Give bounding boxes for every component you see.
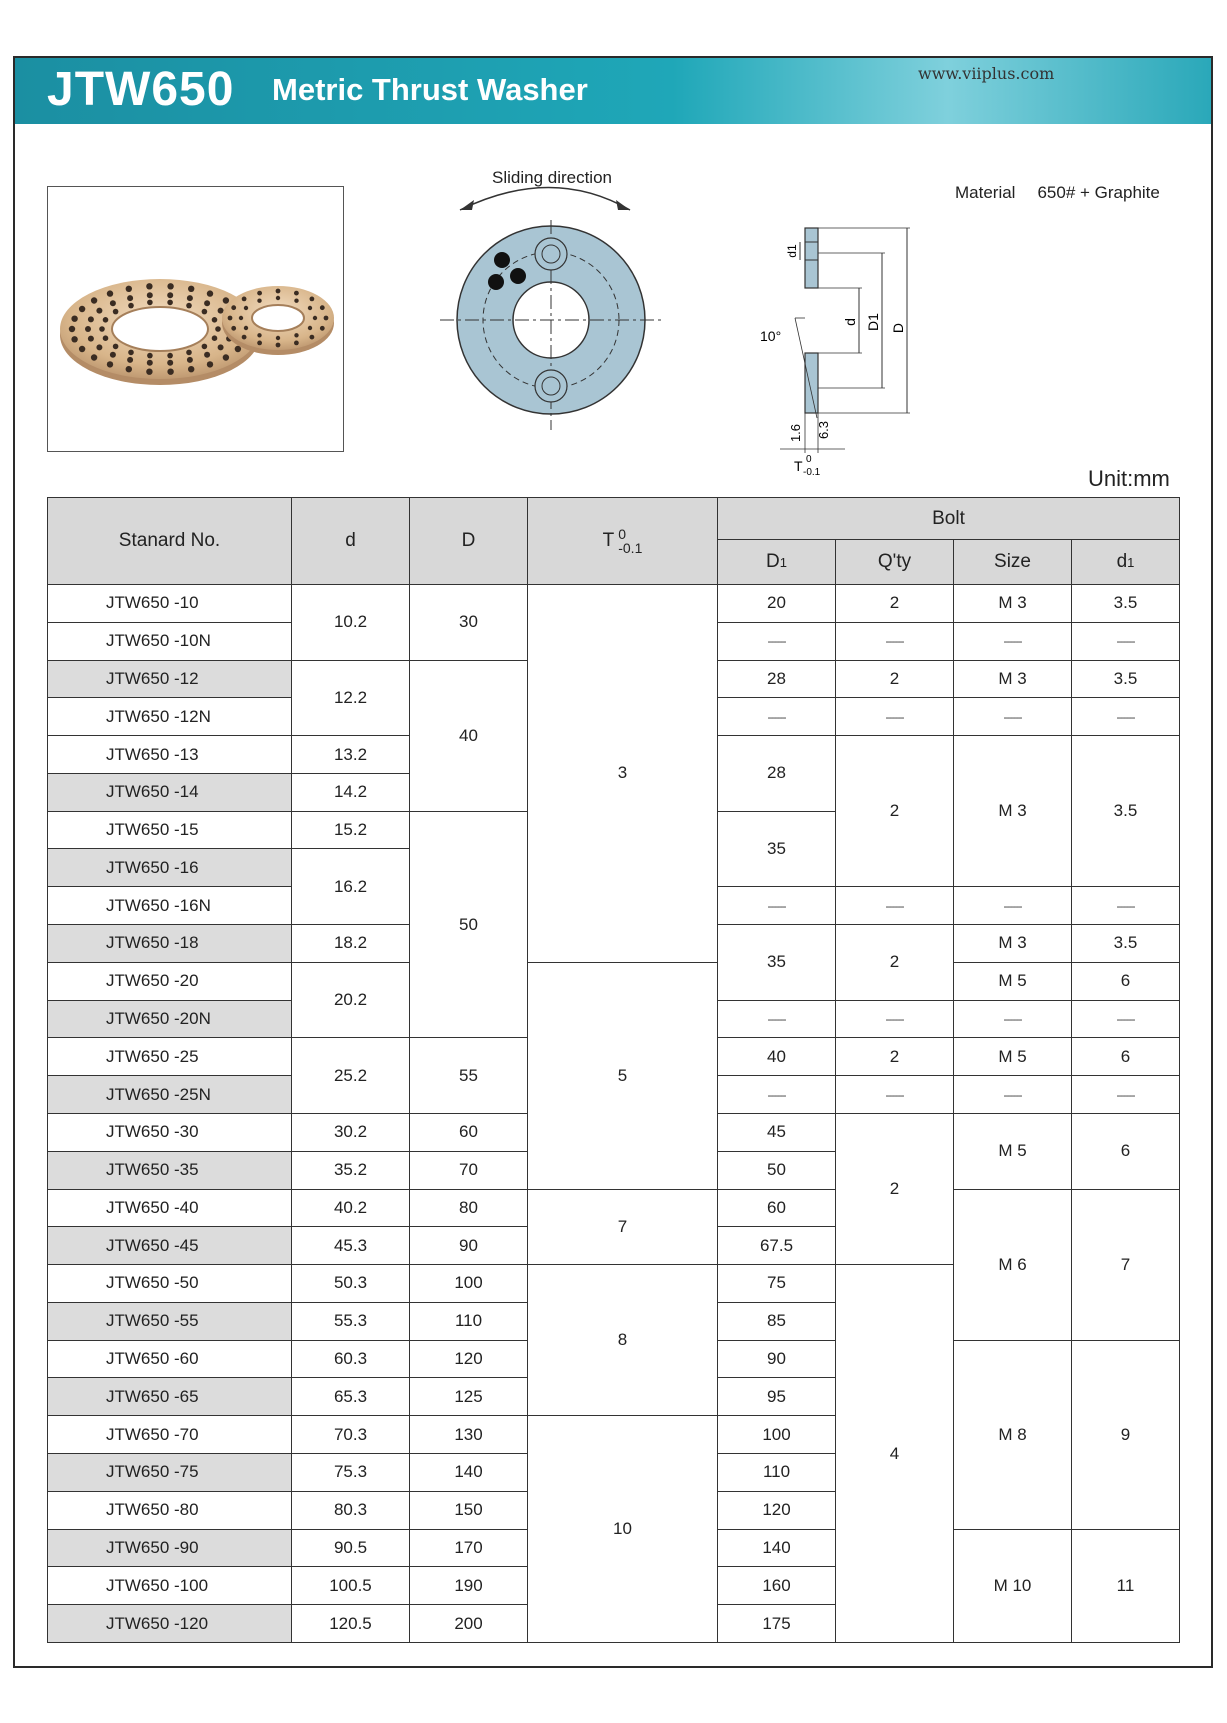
table-row-no: JTW650 -100: [48, 1567, 292, 1605]
graphite-plug: [126, 286, 132, 292]
graphite-plug: [294, 333, 298, 337]
graphite-plug: [320, 326, 325, 331]
graphite-plug: [186, 350, 192, 356]
graphite-plug: [96, 344, 102, 350]
table-row-no: JTW650 -30: [48, 1113, 292, 1151]
cell-d1: 11: [1072, 1529, 1180, 1642]
graphite-plug: [147, 360, 153, 366]
graphite-plug: [146, 283, 152, 289]
graphite-plug: [207, 290, 213, 296]
graphite-plug: [69, 326, 75, 332]
cell-size: M 3: [954, 585, 1072, 623]
cell-d: 16.2: [292, 849, 410, 925]
graphite-plug: [310, 335, 315, 340]
section-view-drawing: [740, 218, 920, 483]
cell-dash: ------: [1072, 622, 1180, 660]
graphite-plug: [167, 283, 173, 289]
cell-D: 90: [410, 1227, 528, 1265]
cell-D1: 75: [718, 1265, 836, 1303]
table-row-no: JTW650 -16: [48, 849, 292, 887]
cell-size: M 3: [954, 660, 1072, 698]
graphite-plug: [223, 354, 229, 360]
cell-dash: ------: [836, 698, 954, 736]
cell-dash: ------: [718, 887, 836, 925]
graphite-plug: [71, 336, 77, 342]
graphite-plug: [79, 306, 85, 312]
graphite-plug: [215, 326, 221, 332]
cell-D: 30: [410, 585, 528, 661]
graphite-plug: [310, 297, 315, 302]
cell-D: 170: [410, 1529, 528, 1567]
graphite-plug: [127, 357, 133, 363]
cell-size: M 6: [954, 1189, 1072, 1340]
cell-dash: ------: [836, 1076, 954, 1114]
cell-D1: 120: [718, 1491, 836, 1529]
cell-dash: ------: [954, 1000, 1072, 1038]
cell-dash: ------: [1072, 1000, 1180, 1038]
cell-d: 15.2: [292, 811, 410, 849]
cell-qty: 2: [836, 1113, 954, 1264]
product-code: JTW650: [47, 63, 235, 116]
graphite-plug: [257, 299, 261, 303]
header-bolt: Bolt: [718, 498, 1180, 540]
table-row-no: JTW650 -90: [48, 1529, 292, 1567]
cell-D: 150: [410, 1491, 528, 1529]
cell-dash: ------: [954, 1076, 1072, 1114]
cell-d: 45.3: [292, 1227, 410, 1265]
cell-D1: 140: [718, 1529, 836, 1567]
cell-dash: ------: [718, 1000, 836, 1038]
graphite-plug: [146, 369, 152, 375]
header-d1: d1: [1072, 540, 1180, 585]
cell-D: 125: [410, 1378, 528, 1416]
table-row-no: JTW650 -35: [48, 1151, 292, 1189]
table-row-no: JTW650 -15: [48, 811, 292, 849]
thickness-label: T: [794, 458, 803, 474]
graphite-plug: [113, 309, 119, 315]
sliding-arrow: [460, 188, 630, 211]
bolt-hole-bottom: [535, 370, 567, 402]
graphite-plug: [488, 274, 504, 290]
graphite-plug: [127, 295, 133, 301]
graphite-plug: [324, 316, 329, 321]
cell-D: 100: [410, 1265, 528, 1303]
cell-d: 80.3: [292, 1491, 410, 1529]
table-row-no: JTW650 -55: [48, 1302, 292, 1340]
sliding-direction-label: Sliding direction: [491, 168, 613, 187]
table-row-no: JTW650 -13: [48, 736, 292, 774]
graphite-plug: [308, 306, 312, 310]
title-banner: [15, 58, 1211, 124]
cell-D1: 175: [718, 1605, 836, 1643]
cell-D1: 90: [718, 1340, 836, 1378]
cell-d: 40.2: [292, 1189, 410, 1227]
cell-d1: 3.5: [1072, 736, 1180, 887]
graphite-plug: [147, 292, 153, 298]
table-row-no: JTW650 -40: [48, 1189, 292, 1227]
cell-size: M 5: [954, 1113, 1072, 1189]
graphite-plug: [494, 252, 510, 268]
graphite-plug: [147, 353, 153, 359]
roughness-left-label: 1.6: [788, 423, 803, 443]
cell-D: 120: [410, 1340, 528, 1378]
cell-dash: ------: [954, 622, 1072, 660]
graphite-plug: [257, 333, 261, 337]
graphite-plug: [107, 290, 113, 296]
table-row-no: JTW650 -10: [48, 585, 292, 623]
graphite-plug: [231, 326, 236, 331]
cell-dash: ------: [718, 698, 836, 736]
table-row-no: JTW650 -18: [48, 925, 292, 963]
cell-D1: 35: [718, 811, 836, 887]
cell-dash: ------: [718, 1076, 836, 1114]
graphite-plug: [128, 303, 134, 309]
graphite-plug: [242, 297, 247, 302]
graphite-plug: [257, 341, 262, 346]
cell-qty: 2: [836, 660, 954, 698]
graphite-plug: [110, 300, 116, 306]
roughness-right-label: 6.3: [816, 420, 831, 440]
graphite-plug: [244, 326, 248, 330]
graphite-plug: [187, 357, 193, 363]
cell-d: 65.3: [292, 1378, 410, 1416]
cell-D: 190: [410, 1567, 528, 1605]
cell-D: 130: [410, 1416, 528, 1454]
cell-qty: 2: [836, 1038, 954, 1076]
cell-d1: 3.5: [1072, 585, 1180, 623]
graphite-plug: [218, 344, 224, 350]
table-row-no: JTW650 -45: [48, 1227, 292, 1265]
graphite-plug: [276, 289, 281, 294]
cell-T: 5: [528, 962, 718, 1189]
cell-d: 60.3: [292, 1340, 410, 1378]
graphite-plug: [257, 291, 262, 296]
graphite-plug: [167, 353, 173, 359]
graphite-plug: [320, 305, 325, 310]
bolt-hole-top: [535, 238, 567, 270]
table-row-no: JTW650 -20N: [48, 1000, 292, 1038]
angle-label: 10°: [760, 328, 782, 344]
cell-dash: ------: [836, 1000, 954, 1038]
table-row-no: JTW650 -25: [48, 1038, 292, 1076]
cell-D1: 45: [718, 1113, 836, 1151]
cell-d1: 6: [1072, 1038, 1180, 1076]
graphite-plug: [91, 297, 97, 303]
cell-d1: 7: [1072, 1189, 1180, 1340]
graphite-plug: [294, 291, 299, 296]
cell-d: 30.2: [292, 1113, 410, 1151]
thickness-tolerance-lower: -0.1: [803, 467, 821, 478]
cell-d: 25.2: [292, 1038, 410, 1114]
graphite-plug: [128, 350, 134, 356]
cell-dash: ------: [1072, 1076, 1180, 1114]
material-label: Material: [955, 183, 1016, 202]
cell-D: 60: [410, 1113, 528, 1151]
graphite-plug: [223, 297, 229, 303]
website-link[interactable]: www.viiplus.com: [918, 64, 1055, 83]
graphite-plug: [110, 352, 116, 358]
graphite-plug: [99, 326, 105, 332]
graphite-plug: [167, 292, 173, 298]
header-T: T 0 -0.1: [528, 498, 718, 585]
dimension-D1-label: D1: [865, 313, 881, 331]
cell-d: 12.2: [292, 660, 410, 736]
table-row-no: JTW650 -70: [48, 1416, 292, 1454]
cell-D: 140: [410, 1453, 528, 1491]
header-D: D: [410, 498, 528, 585]
graphite-plug: [188, 366, 194, 372]
unit-label: Unit:mm: [1088, 466, 1170, 491]
dimension-d-label: d: [842, 318, 858, 326]
graphite-plug: [204, 352, 210, 358]
cell-dash: ------: [1072, 698, 1180, 736]
cell-D1: 60: [718, 1189, 836, 1227]
graphite-plug: [308, 326, 312, 330]
cell-dash: ------: [718, 622, 836, 660]
graphite-plug: [202, 309, 208, 315]
dimension-D-label: D: [890, 322, 906, 334]
cell-dash: ------: [954, 698, 1072, 736]
cell-size: M 3: [954, 736, 1072, 887]
cell-D1: 67.5: [718, 1227, 836, 1265]
table-row-no: JTW650 -60: [48, 1340, 292, 1378]
graphite-plug: [103, 335, 109, 341]
cell-dash: ------: [1072, 887, 1180, 925]
cell-qty: 2: [836, 736, 954, 887]
cell-d: 20.2: [292, 962, 410, 1038]
graphite-plug: [218, 308, 224, 314]
graphite-plug: [239, 316, 243, 320]
spec-table: [47, 497, 1180, 1643]
table-row-no: JTW650 -10N: [48, 622, 292, 660]
cell-d1: 3.5: [1072, 660, 1180, 698]
header-D1: D1: [718, 540, 836, 585]
material-spec: [955, 183, 1160, 203]
cell-d1: 3.5: [1072, 925, 1180, 963]
cell-d: 50.3: [292, 1265, 410, 1303]
graphite-plug: [96, 308, 102, 314]
cell-D1: 35: [718, 925, 836, 1001]
graphite-plug: [228, 316, 233, 321]
cell-D1: 110: [718, 1453, 836, 1491]
cell-d1: 9: [1072, 1340, 1180, 1529]
graphite-plug: [88, 316, 94, 322]
cell-T: 10: [528, 1416, 718, 1643]
cell-dash: ------: [954, 887, 1072, 925]
table-row-no: JTW650 -75: [48, 1453, 292, 1491]
graphite-plug: [187, 295, 193, 301]
graphite-plug: [231, 305, 236, 310]
graphite-plug: [212, 335, 218, 341]
cell-d: 13.2: [292, 736, 410, 774]
cell-D: 80: [410, 1189, 528, 1227]
cell-d1: 6: [1072, 962, 1180, 1000]
graphite-plug: [107, 361, 113, 367]
table-row-no: JTW650 -20: [48, 962, 292, 1000]
graphite-plug: [126, 366, 132, 372]
cell-D: 200: [410, 1605, 528, 1643]
cell-d: 14.2: [292, 773, 410, 811]
cell-qty: 4: [836, 1265, 954, 1643]
cell-d: 120.5: [292, 1605, 410, 1643]
graphite-plug: [276, 336, 280, 340]
cell-D: 70: [410, 1151, 528, 1189]
table-row-no: JTW650 -14: [48, 773, 292, 811]
table-row-no: JTW650 -65: [48, 1378, 292, 1416]
cell-dash: ------: [836, 887, 954, 925]
washer-photo-illustration: [48, 187, 345, 453]
header-qty: Q'ty: [836, 540, 954, 585]
graphite-plug: [91, 354, 97, 360]
graphite-plug: [147, 300, 153, 306]
cell-D1: 20: [718, 585, 836, 623]
graphite-plug: [88, 336, 94, 342]
table-row-no: JTW650 -12: [48, 660, 292, 698]
graphite-plug: [71, 316, 77, 322]
cell-qty: 2: [836, 925, 954, 1001]
cell-d: 70.3: [292, 1416, 410, 1454]
cell-size: M 5: [954, 962, 1072, 1000]
graphite-plug: [313, 316, 317, 320]
header-size: Size: [954, 540, 1072, 585]
table-row-no: JTW650 -16N: [48, 887, 292, 925]
cell-d: 55.3: [292, 1302, 410, 1340]
graphite-plug: [103, 317, 109, 323]
graphite-plug: [244, 306, 248, 310]
cell-D: 50: [410, 811, 528, 1038]
graphite-plug: [294, 299, 298, 303]
graphite-plug: [167, 369, 173, 375]
thickness-tolerance-upper: 0: [806, 454, 812, 465]
graphite-plug: [186, 303, 192, 309]
cell-d: 35.2: [292, 1151, 410, 1189]
graphite-plug: [276, 296, 280, 300]
cell-D1: 50: [718, 1151, 836, 1189]
table-row-no: JTW650 -12N: [48, 698, 292, 736]
cell-size: M 10: [954, 1529, 1072, 1642]
cell-d: 75.3: [292, 1453, 410, 1491]
cell-T: 3: [528, 585, 718, 963]
graphite-plug: [167, 360, 173, 366]
cell-D1: 100: [718, 1416, 836, 1454]
product-title: Metric Thrust Washer: [272, 72, 588, 107]
graphite-plug: [113, 344, 119, 350]
graphite-plug: [242, 335, 247, 340]
front-view-drawing: [440, 160, 680, 440]
graphite-plug: [276, 343, 281, 348]
graphite-plug: [85, 326, 91, 332]
cell-D1: 95: [718, 1378, 836, 1416]
product-photo: [47, 186, 344, 452]
dimension-d1-label: d1: [785, 244, 799, 258]
cell-D1: 160: [718, 1567, 836, 1605]
graphite-plug: [212, 317, 218, 323]
table-row-no: JTW650 -120: [48, 1605, 292, 1643]
cell-D1: 85: [718, 1302, 836, 1340]
graphite-plug: [294, 341, 299, 346]
graphite-plug: [167, 300, 173, 306]
header-standard-no: Stanard No.: [48, 498, 292, 585]
graphite-plug: [188, 286, 194, 292]
table-row-no: JTW650 -50: [48, 1265, 292, 1303]
table-row-no: JTW650 -80: [48, 1491, 292, 1529]
cell-dash: ------: [836, 622, 954, 660]
cell-qty: 2: [836, 585, 954, 623]
graphite-plug: [79, 346, 85, 352]
cell-size: M 5: [954, 1038, 1072, 1076]
cell-T: 8: [528, 1265, 718, 1416]
header-d: d: [292, 498, 410, 585]
cell-D: 40: [410, 660, 528, 811]
cell-d: 100.5: [292, 1567, 410, 1605]
cell-D: 110: [410, 1302, 528, 1340]
cell-d: 18.2: [292, 925, 410, 963]
cell-size: M 8: [954, 1340, 1072, 1529]
graphite-plug: [204, 300, 210, 306]
graphite-plug: [207, 361, 213, 367]
cell-D1: 28: [718, 736, 836, 812]
cell-D1: 28: [718, 660, 836, 698]
graphite-plug: [202, 344, 208, 350]
cell-size: M 3: [954, 925, 1072, 963]
cell-d1: 6: [1072, 1113, 1180, 1189]
cell-D: 55: [410, 1038, 528, 1114]
table-row-no: JTW650 -25N: [48, 1076, 292, 1114]
cell-d: 90.5: [292, 1529, 410, 1567]
graphite-plug: [235, 346, 241, 352]
material-value: 650# + Graphite: [1037, 183, 1160, 202]
graphite-plug: [510, 268, 526, 284]
cell-D1: 40: [718, 1038, 836, 1076]
cell-T: 7: [528, 1189, 718, 1265]
cell-d: 10.2: [292, 585, 410, 661]
